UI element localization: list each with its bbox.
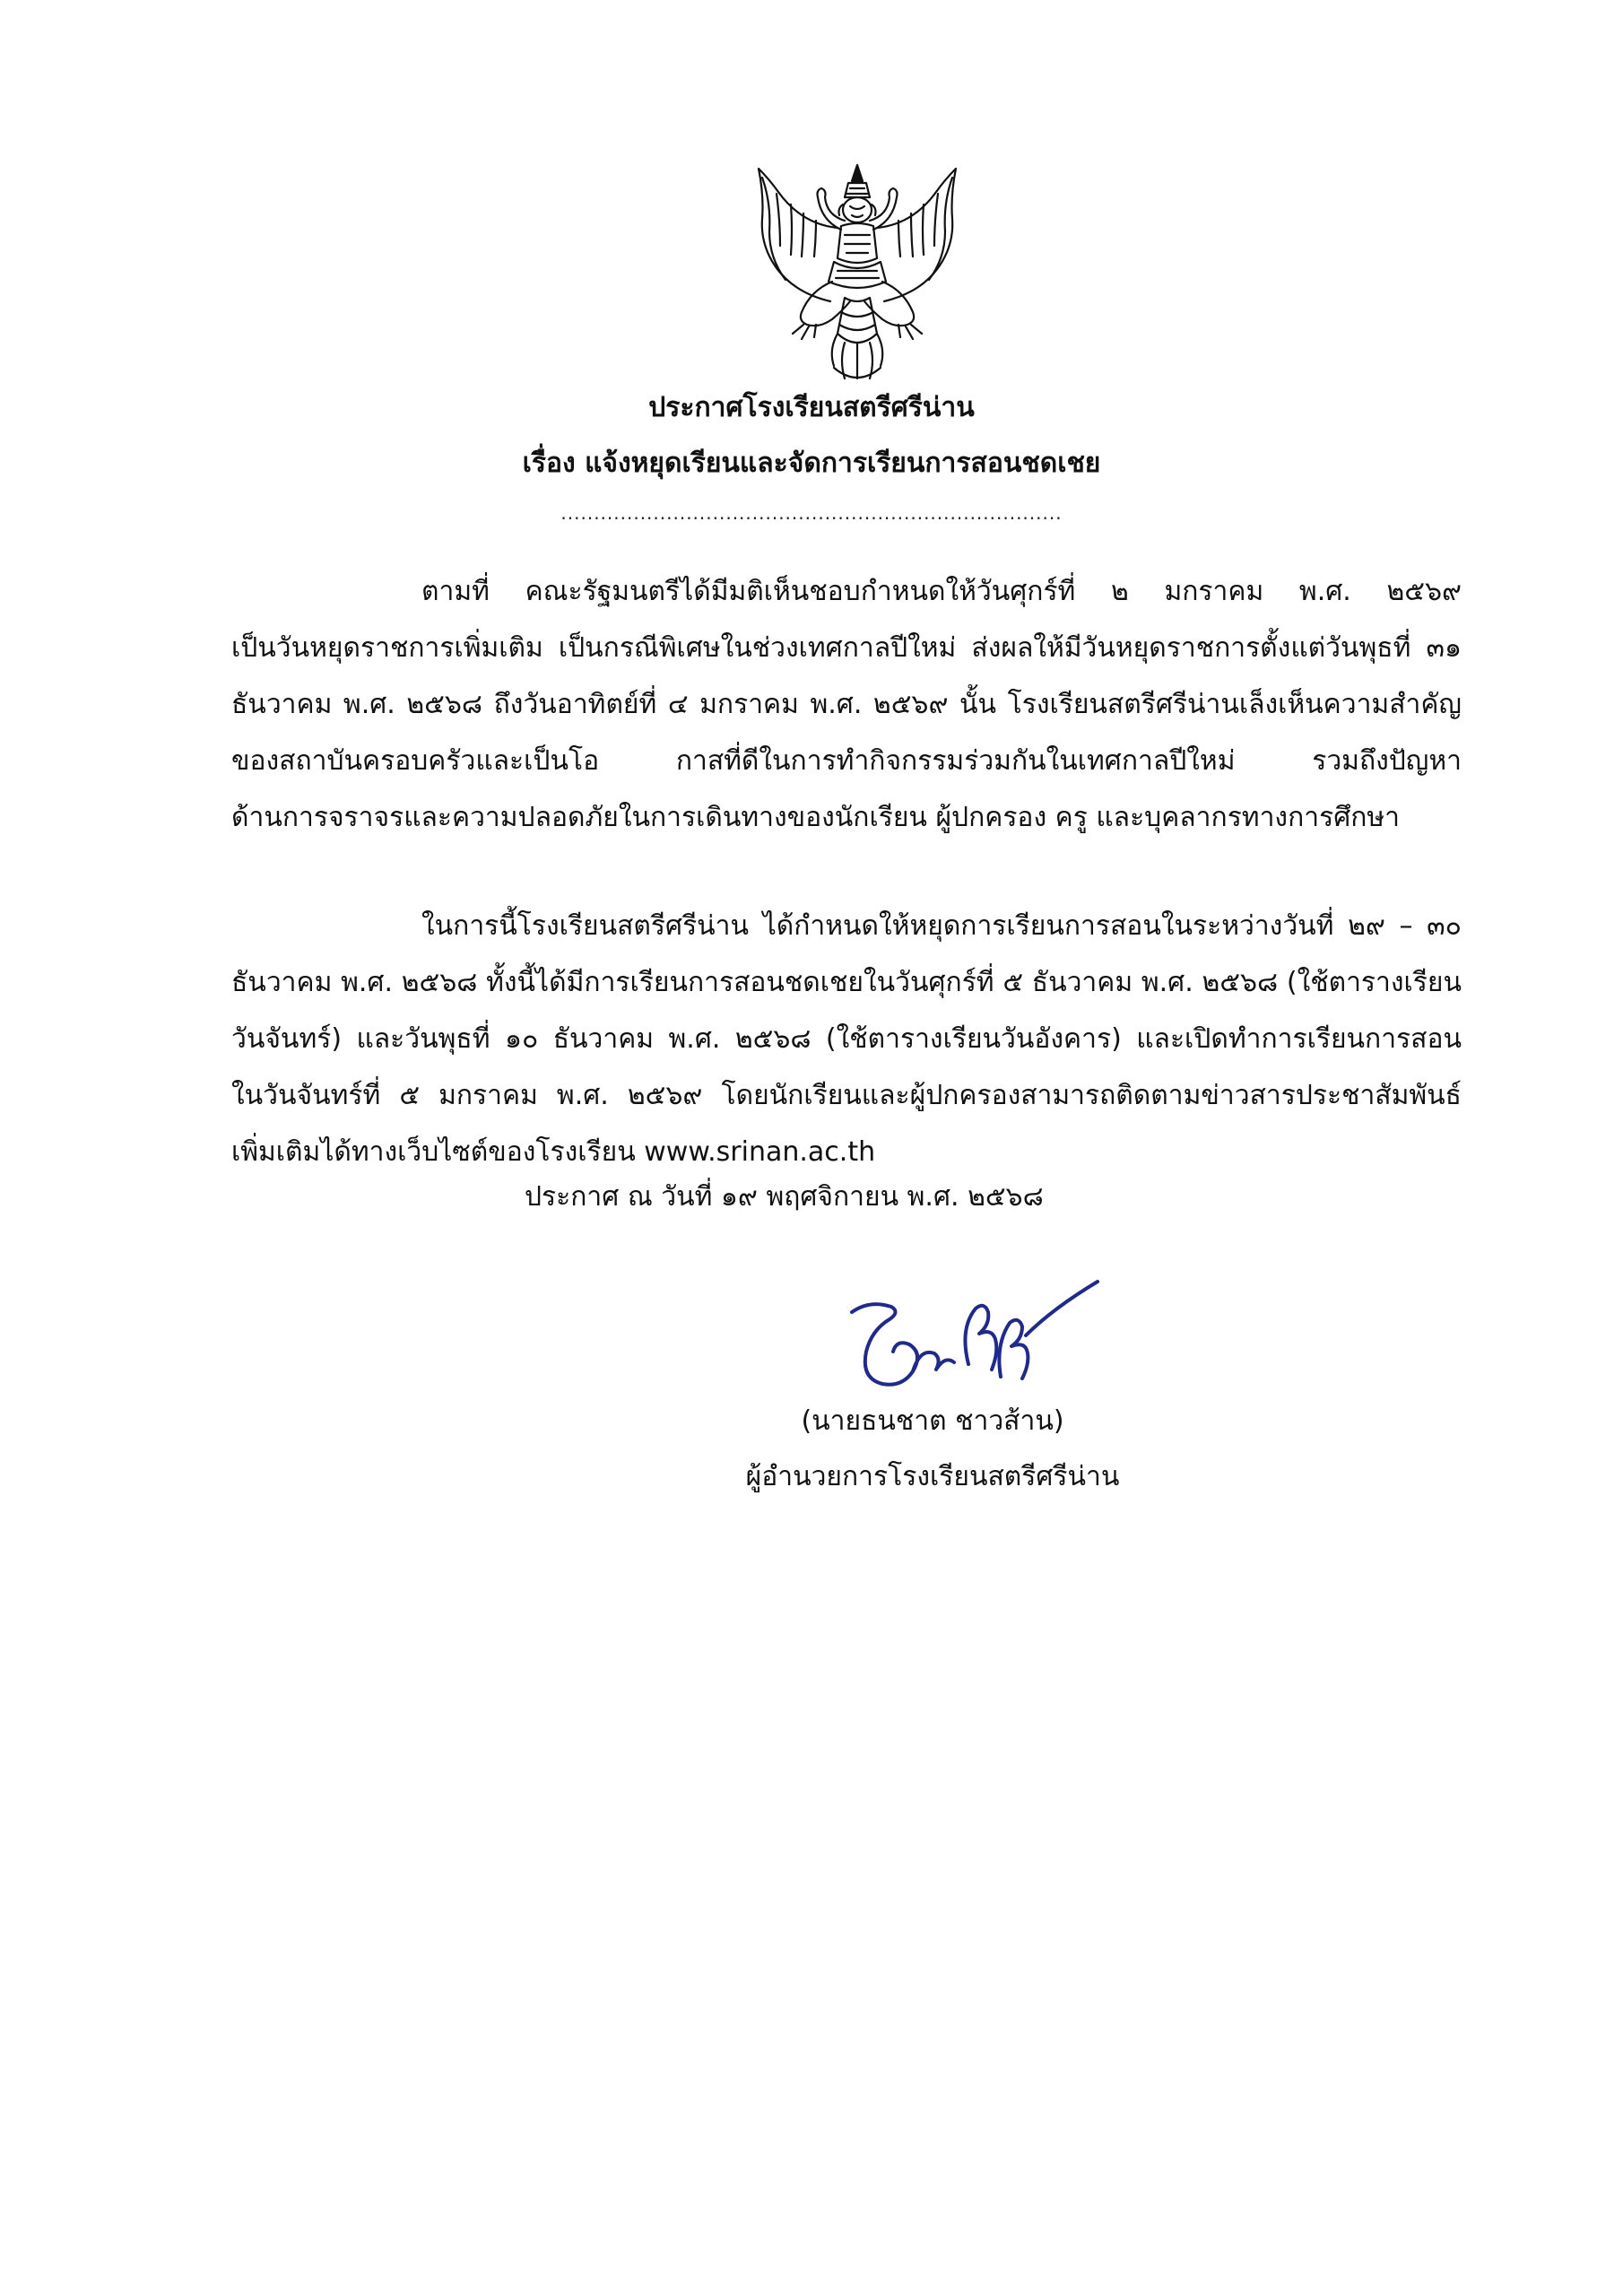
paragraph-line: ในการนี้โรงเรียนสตรีศรีน่าน ได้กำหนดให้หยุดการเรียนการสอนในระหว่างวันที่ ๒๙ – ๓๐ xyxy=(421,910,1462,942)
paragraph-1 xyxy=(231,563,1462,846)
title-separator: ............................................................................ xyxy=(560,502,1063,524)
announcement-date: ประกาศ ณ วันที่ ๑๙ พฤศจิกายน พ.ศ. ๒๕๖๘ xyxy=(525,1181,1044,1213)
paragraph-line: วันจันทร์) และวันพุธที่ ๑๐ ธันวาคม พ.ศ. ๒๕๖๘ (ใช้ตารางเรียนวันอังคาร) และเปิดทำการเรียนการสอน xyxy=(231,1023,1462,1055)
paragraph-line: ด้านการจราจรและความปลอดภัยในการเดินทางของนักเรียน ผู้ปกครอง ครู และบุคลากรทางการศึกษา xyxy=(231,802,1401,833)
announcement-title: ประกาศโรงเรียนสตรีศรีน่าน xyxy=(648,392,975,423)
handwritten-signature xyxy=(834,1278,1103,1417)
signer-position: ผู้อำนวยการโรงเรียนสตรีศรีน่าน xyxy=(745,1461,1120,1492)
paragraph-line: เป็นวันหยุดราชการเพิ่มเติม เป็นกรณีพิเศษในช่วงเทศกาลปีใหม่ ส่งผลให้มีวันหยุดราชการตั้งแต่วันพุธที่ ๓๑ xyxy=(231,632,1462,664)
paragraph-line: ตามที่ คณะรัฐมนตรีได้มีมติเห็นชอบกำหนดให้วันศุกร์ที่ ๒ มกราคม พ.ศ. ๒๕๖๙ xyxy=(421,576,1462,607)
paragraph-line: ในวันจันทร์ที่ ๕ มกราคม พ.ศ. ๒๕๖๙ โดยนักเรียนและผู้ปกครองสามารถติดตามข่าวสารประชาสัมพันธ์ xyxy=(231,1080,1462,1111)
paragraph-line: ธันวาคม พ.ศ. ๒๕๖๘ ทั้งนี้ได้มีการเรียนการสอนชดเชยในวันศุกร์ที่ ๕ ธันวาคม พ.ศ. ๒๕๖๘ (ใช้ตารางเรียน xyxy=(231,967,1462,998)
paragraph-line: เพิ่มเติมได้ทางเว็บไซต์ของโรงเรียน www.srinan.ac.th xyxy=(231,1136,876,1168)
garuda-emblem-icon xyxy=(751,158,963,387)
signer-name: (นายธนชาต ชาวส้าน) xyxy=(801,1405,1064,1437)
paragraph-line: ของสถาบันครอบครัวและเป็นโอ กาสที่ดีในการทำกิจกรรมร่วมกันในเทศกาลปีใหม่ รวมถึงปัญหา xyxy=(231,745,1462,777)
paragraph-2 xyxy=(231,898,1462,1180)
paragraph-line: ธันวาคม พ.ศ. ๒๕๖๘ ถึงวันอาทิตย์ที่ ๔ มกราคม พ.ศ. ๒๕๖๙ นั้น โรงเรียนสตรีศรีน่านเล็งเห็นความสำคัญ xyxy=(231,689,1462,720)
announcement-subject: เรื่อง แจ้งหยุดเรียนและจัดการเรียนการสอนชดเชย xyxy=(522,448,1101,479)
